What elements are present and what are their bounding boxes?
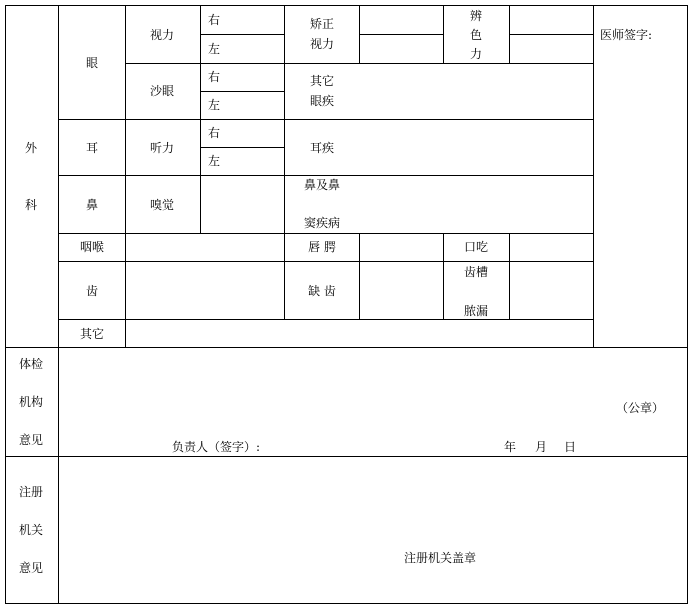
date-year: 年 [504, 440, 517, 454]
grid-line [359, 233, 360, 320]
section-label-surgery: 科 [24, 198, 38, 212]
exam-institution-label: 意见 [18, 433, 44, 447]
grid-line [58, 5, 59, 604]
other-eye-disease-label: 其它 [309, 74, 335, 88]
hearing-right-label: 右 [208, 126, 221, 140]
grid-line [509, 34, 593, 35]
alveolar-pyorrhea-label: 齿槽 [463, 265, 489, 279]
nasal-disease-label: 窦疾病 [303, 216, 341, 230]
corrected-vision-label: 矫正 [309, 17, 335, 31]
section-label-surgery: 外 [24, 141, 38, 155]
grid-line [593, 5, 594, 348]
cleft-lip-palate-label: 唇 腭 [308, 240, 336, 254]
grid-line [58, 261, 593, 262]
grid-line [200, 91, 284, 92]
border-left [5, 5, 6, 604]
date-day: 日 [564, 440, 577, 454]
stutter-label: 口吃 [463, 240, 489, 254]
exam-institution-label: 机构 [18, 395, 44, 409]
grid-line [125, 5, 126, 348]
grid-line [200, 5, 201, 234]
color-vision-label: 辨 [469, 9, 483, 23]
vision-right-label: 右 [208, 13, 221, 27]
grid-line [443, 5, 444, 64]
grid-line [58, 175, 593, 176]
nose-label: 鼻 [85, 198, 99, 212]
grid-line [443, 233, 444, 320]
responsible-person-signature: 负责人（签字）: [172, 440, 261, 454]
alveolar-pyorrhea-label: 脓漏 [463, 304, 489, 318]
missing-teeth-label: 缺 齿 [308, 284, 336, 298]
registration-seal-label: 注册机关盖章 [404, 551, 477, 565]
doctor-signature-label: 医师签字: [600, 28, 653, 42]
hearing-label: 听力 [149, 141, 175, 155]
nasal-disease-label: 鼻及鼻 [303, 178, 341, 192]
exam-institution-label: 体检 [18, 357, 44, 371]
ear-disease-label: 耳疾 [309, 141, 335, 155]
hearing-left-label: 左 [208, 154, 221, 168]
grid-line [58, 233, 593, 234]
other-eye-disease-label: 眼疾 [309, 94, 335, 108]
divider-registration [5, 456, 688, 457]
grid-line [58, 319, 593, 320]
grid-line [200, 34, 284, 35]
color-vision-label: 色 [469, 28, 483, 42]
grid-line [509, 5, 510, 64]
eye-label: 眼 [85, 56, 99, 70]
throat-label: 咽喉 [79, 240, 105, 254]
vision-label: 视力 [149, 28, 175, 42]
divider-exam [5, 347, 688, 348]
grid-line [509, 233, 510, 320]
teeth-label: 齿 [85, 284, 99, 298]
grid-line [359, 5, 360, 64]
registration-authority-label: 注册 [18, 485, 44, 499]
border-right [687, 5, 688, 604]
border-bottom [5, 603, 688, 604]
official-seal-label: （公章） [616, 401, 665, 415]
registration-authority-label: 机关 [18, 523, 44, 537]
trachoma-label: 沙眼 [149, 84, 175, 98]
vision-left-label: 左 [208, 42, 221, 56]
grid-line [284, 5, 285, 320]
registration-authority-label: 意见 [18, 561, 44, 575]
border-top [5, 5, 688, 6]
trachoma-right-label: 右 [208, 70, 221, 84]
trachoma-left-label: 左 [208, 98, 221, 112]
grid-line [58, 119, 593, 120]
grid-line [200, 147, 284, 148]
corrected-vision-label: 视力 [309, 37, 335, 51]
ear-label: 耳 [85, 141, 99, 155]
grid-line [359, 34, 443, 35]
color-vision-label: 力 [469, 47, 483, 61]
date-month: 月 [535, 440, 548, 454]
smell-label: 嗅觉 [149, 198, 175, 212]
other-label: 其它 [79, 327, 105, 341]
